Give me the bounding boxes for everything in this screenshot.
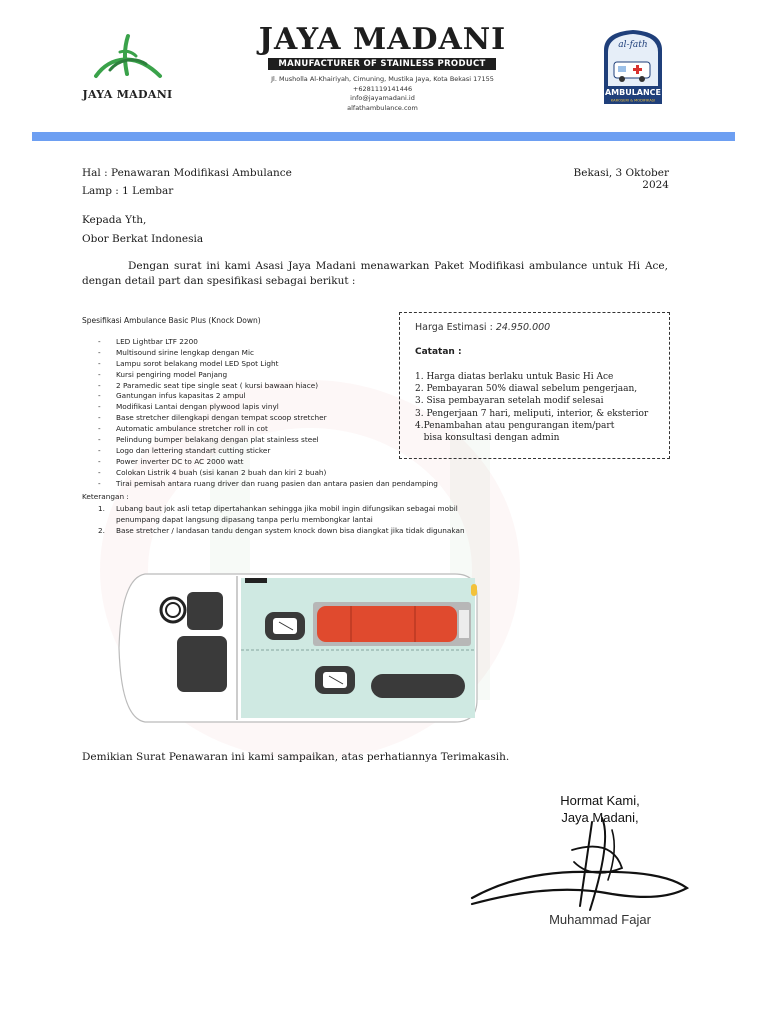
recipient-name: Obor Berkat Indonesia [82,233,204,245]
badge-title: AMBULANCE [604,88,662,97]
handwritten-signature [462,810,692,915]
note-item [98,525,480,536]
closing-statement: Demikian Surat Penawaran ini kami sampaikan, atas perhatiannya Terimakasih. [82,751,510,763]
letter-date: Bekasi, 3 Oktober 2024 [573,167,669,191]
signature-company: Jaya Madani, [561,810,639,825]
spec-item: - Pelindung bumper belakang dengan plat stainless steel [98,435,438,446]
ambulance-badge-icon [600,28,666,106]
signature-scribble-icon [462,810,692,915]
price-note: 2. Pembayaran 50% diawal sebelum pengerjaan, [415,384,638,395]
letter-attachment: Lamp : 1 Lembar [82,185,174,197]
spec-item: - Colokan Listrik 4 buah (sisi kanan 2 buah dan kiri 2 buah) [98,468,438,479]
badge-subtitle: KAROSERI & MODIFIKASI [610,98,656,103]
notes-title: Keterangan : [82,492,129,501]
spec-item: - LED Lightbar LTF 2200 [98,337,438,348]
spec-title: Spesifikasi Ambulance Basic Plus (Knock Down) [82,316,261,325]
price-note: 3. Pengerjaan 7 hari, meliputi, interior, & eksterior [415,408,649,419]
spec-item: - Multisound sirine lengkap dengan Mic [98,348,438,359]
left-logo-text: JAYA MADANI [82,88,173,101]
company-tagline: MANUFACTURER OF STAINLESS PRODUCT [268,58,496,70]
alfath-ambulance-logo [600,28,666,106]
ambulance-floor-plan [115,568,480,726]
note-number: 2. [98,526,105,535]
price-note: 1. Harga diatas berlaku untuk Basic Hi Ace [415,372,614,382]
price-note: 3. Sisa pembayaran setelah modif selesai [415,396,604,407]
note-text: Base stretcher / landasan tandu dengan system knock down bisa diangkat jika tidak digunakan [116,526,465,535]
catatan-label: Catatan : [415,347,462,357]
note-item [98,503,480,525]
letter-subject: Hal : Penawaran Modifikasi Ambulance [82,167,292,179]
spec-item: - Tirai pemisah antara ruang driver dan ruang pasien dan antara pasien dan pendamping [98,479,438,490]
company-address: Jl. Musholla Al-Khairiyah, Cimuning, Mustika Jaya, Kota Bekasi 17155 [271,75,494,83]
note-text: Lubang baut jok asli tetap dipertahankan sehingga jika mobil ingin difungsikan sebagai mobil penumpang dapat langsung dipasang tanpa perlu membongkar lantai [116,504,458,524]
company-phone: +6281119141446 [352,84,413,93]
spec-item: - Gantungan infus kapasitas 2 ampul [98,391,438,402]
price-estimate-box [399,312,670,459]
intro-paragraph: Dengan surat ini kami Asasi Jaya Madani menawarkan Paket Modifikasi ambulance untuk Hi Ace, dengan detail part dan spesifikasi sebagai berikut : [82,260,668,287]
leaf-logo-icon [80,30,175,88]
spec-list [98,337,438,489]
floor-plan-diagram [115,568,480,726]
company-contact [255,75,510,113]
company-email: info@jayamadani.id [350,94,415,102]
company-website: alfathambulance.com [347,103,418,112]
note-number: 1. [98,504,105,513]
price-label: Harga Estimasi : [415,322,493,333]
spec-item: - 2 Paramedic seat tipe single seat ( kursi bawaan hiace) [98,381,438,392]
price-line [415,322,550,333]
addressee-label: Kepada Yth, [82,214,147,226]
signature-regards: Hormat Kami, [560,793,640,808]
signatory-name: Muhammad Fajar [549,912,651,927]
price-notes-list [415,371,648,444]
company-name: JAYA MADANI [258,22,507,57]
spec-item: - Automatic ambulance stretcher roll in cot [98,424,438,435]
price-note: 4.Penambahan atau pengurangan item/part [415,420,615,431]
spec-item: - Base stretcher dilengkapi dengan tempat scoop stretcher [98,413,438,424]
spec-item: - Lampu sorot belakang model LED Spot Light [98,359,438,370]
spec-item: - Modifikasi Lantai dengan plywood lapis vinyl [98,402,438,413]
spec-item: - Logo dan lettering standart cutting sticker [98,446,438,457]
badge-script-text: al-fath [618,40,648,50]
price-note: bisa konsultasi dengan admin [415,433,560,444]
notes-list [98,503,480,536]
header-divider [32,132,735,141]
spec-item: - Power inverter DC to AC 2000 watt [98,457,438,468]
price-value: 24.950.000 [495,322,551,333]
jaya-madani-logo [80,30,175,110]
spec-item: - Kursi pengiring model Panjang [98,370,438,381]
